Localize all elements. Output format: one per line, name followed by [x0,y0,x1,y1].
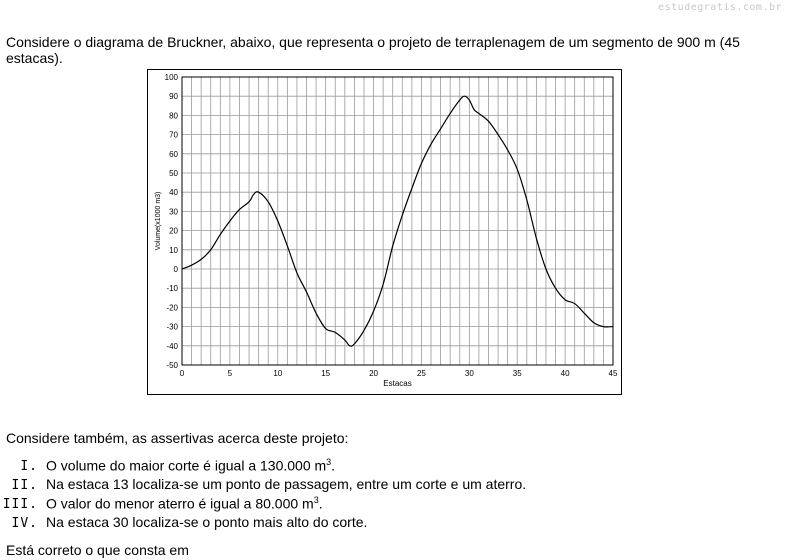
assertion-text: O volume do maior corte é igual a 130.000 $m^3$. [46,457,336,474]
assertion-text: O valor do menor aterro é igual a 80.000 $m^3$. [46,495,323,512]
x-axis-label: Estacas [383,379,412,388]
bruckner-chart [147,69,622,395]
y-tick-label: 70 [169,130,178,140]
assertion-number: II. [11,478,38,493]
x-tick-label: 45 [608,369,618,378]
y-tick-label: -10 [166,284,178,294]
footer-question: Está correto o que consta em [6,542,189,558]
y-tick-label: 30 [169,207,178,217]
assertion-text: Na estaca 30 localiza-se o ponto mais alto do corte. [46,514,368,530]
y-tick-label: 0 [173,265,178,274]
assertion-number: IV. [11,516,38,531]
x-tick-label: 40 [560,369,570,378]
plot-area-border [182,77,613,365]
y-tick-label: -20 [166,303,178,313]
y-tick-label: 50 [169,169,178,178]
x-tick-label: 5 [227,369,233,378]
y-tick-label: 60 [169,149,178,159]
bruckner-curve [182,96,613,346]
y-tick-label: 10 [169,245,178,255]
x-tick-label: 35 [512,369,522,378]
y-tick-label: -40 [166,341,178,351]
assertion-number: I. [20,459,38,474]
assertion-item [0,457,336,474]
y-tick-label: 90 [169,92,178,102]
watermark: estudegratis.com.br [658,2,782,13]
y-axis-label: Volume(x1000 m3) [155,191,162,251]
x-tick-label: 0 [179,369,185,378]
y-tick-label: 20 [169,226,178,236]
assertion-number: III. [2,497,38,512]
x-tick-label: 10 [273,369,283,378]
y-tick-label: -30 [166,322,178,332]
x-tick-label: 20 [369,369,379,378]
x-tick-label: 25 [416,369,426,378]
assertion-item [0,476,527,493]
assertions-intro: Considere também, as assertivas acerca deste projeto: [6,430,349,446]
y-tick-label: -50 [166,361,178,370]
x-tick-label: 30 [464,369,474,378]
question-text: Considere o diagrama de Bruckner, abaixo, que representa o projeto de terraplenagem de um segmento de 900 m (45 estacas). [6,34,740,66]
y-tick-label: 100 [164,73,178,82]
assertion-item [0,495,323,512]
y-tick-label: 80 [169,111,178,121]
y-tick-label: 40 [169,188,178,198]
x-tick-label: 15 [321,369,331,378]
assertion-item [0,514,368,531]
assertion-text: Na estaca 13 localiza-se um ponto de passagem, entre um corte e um aterro. [46,476,527,492]
chart-svg [148,70,621,394]
